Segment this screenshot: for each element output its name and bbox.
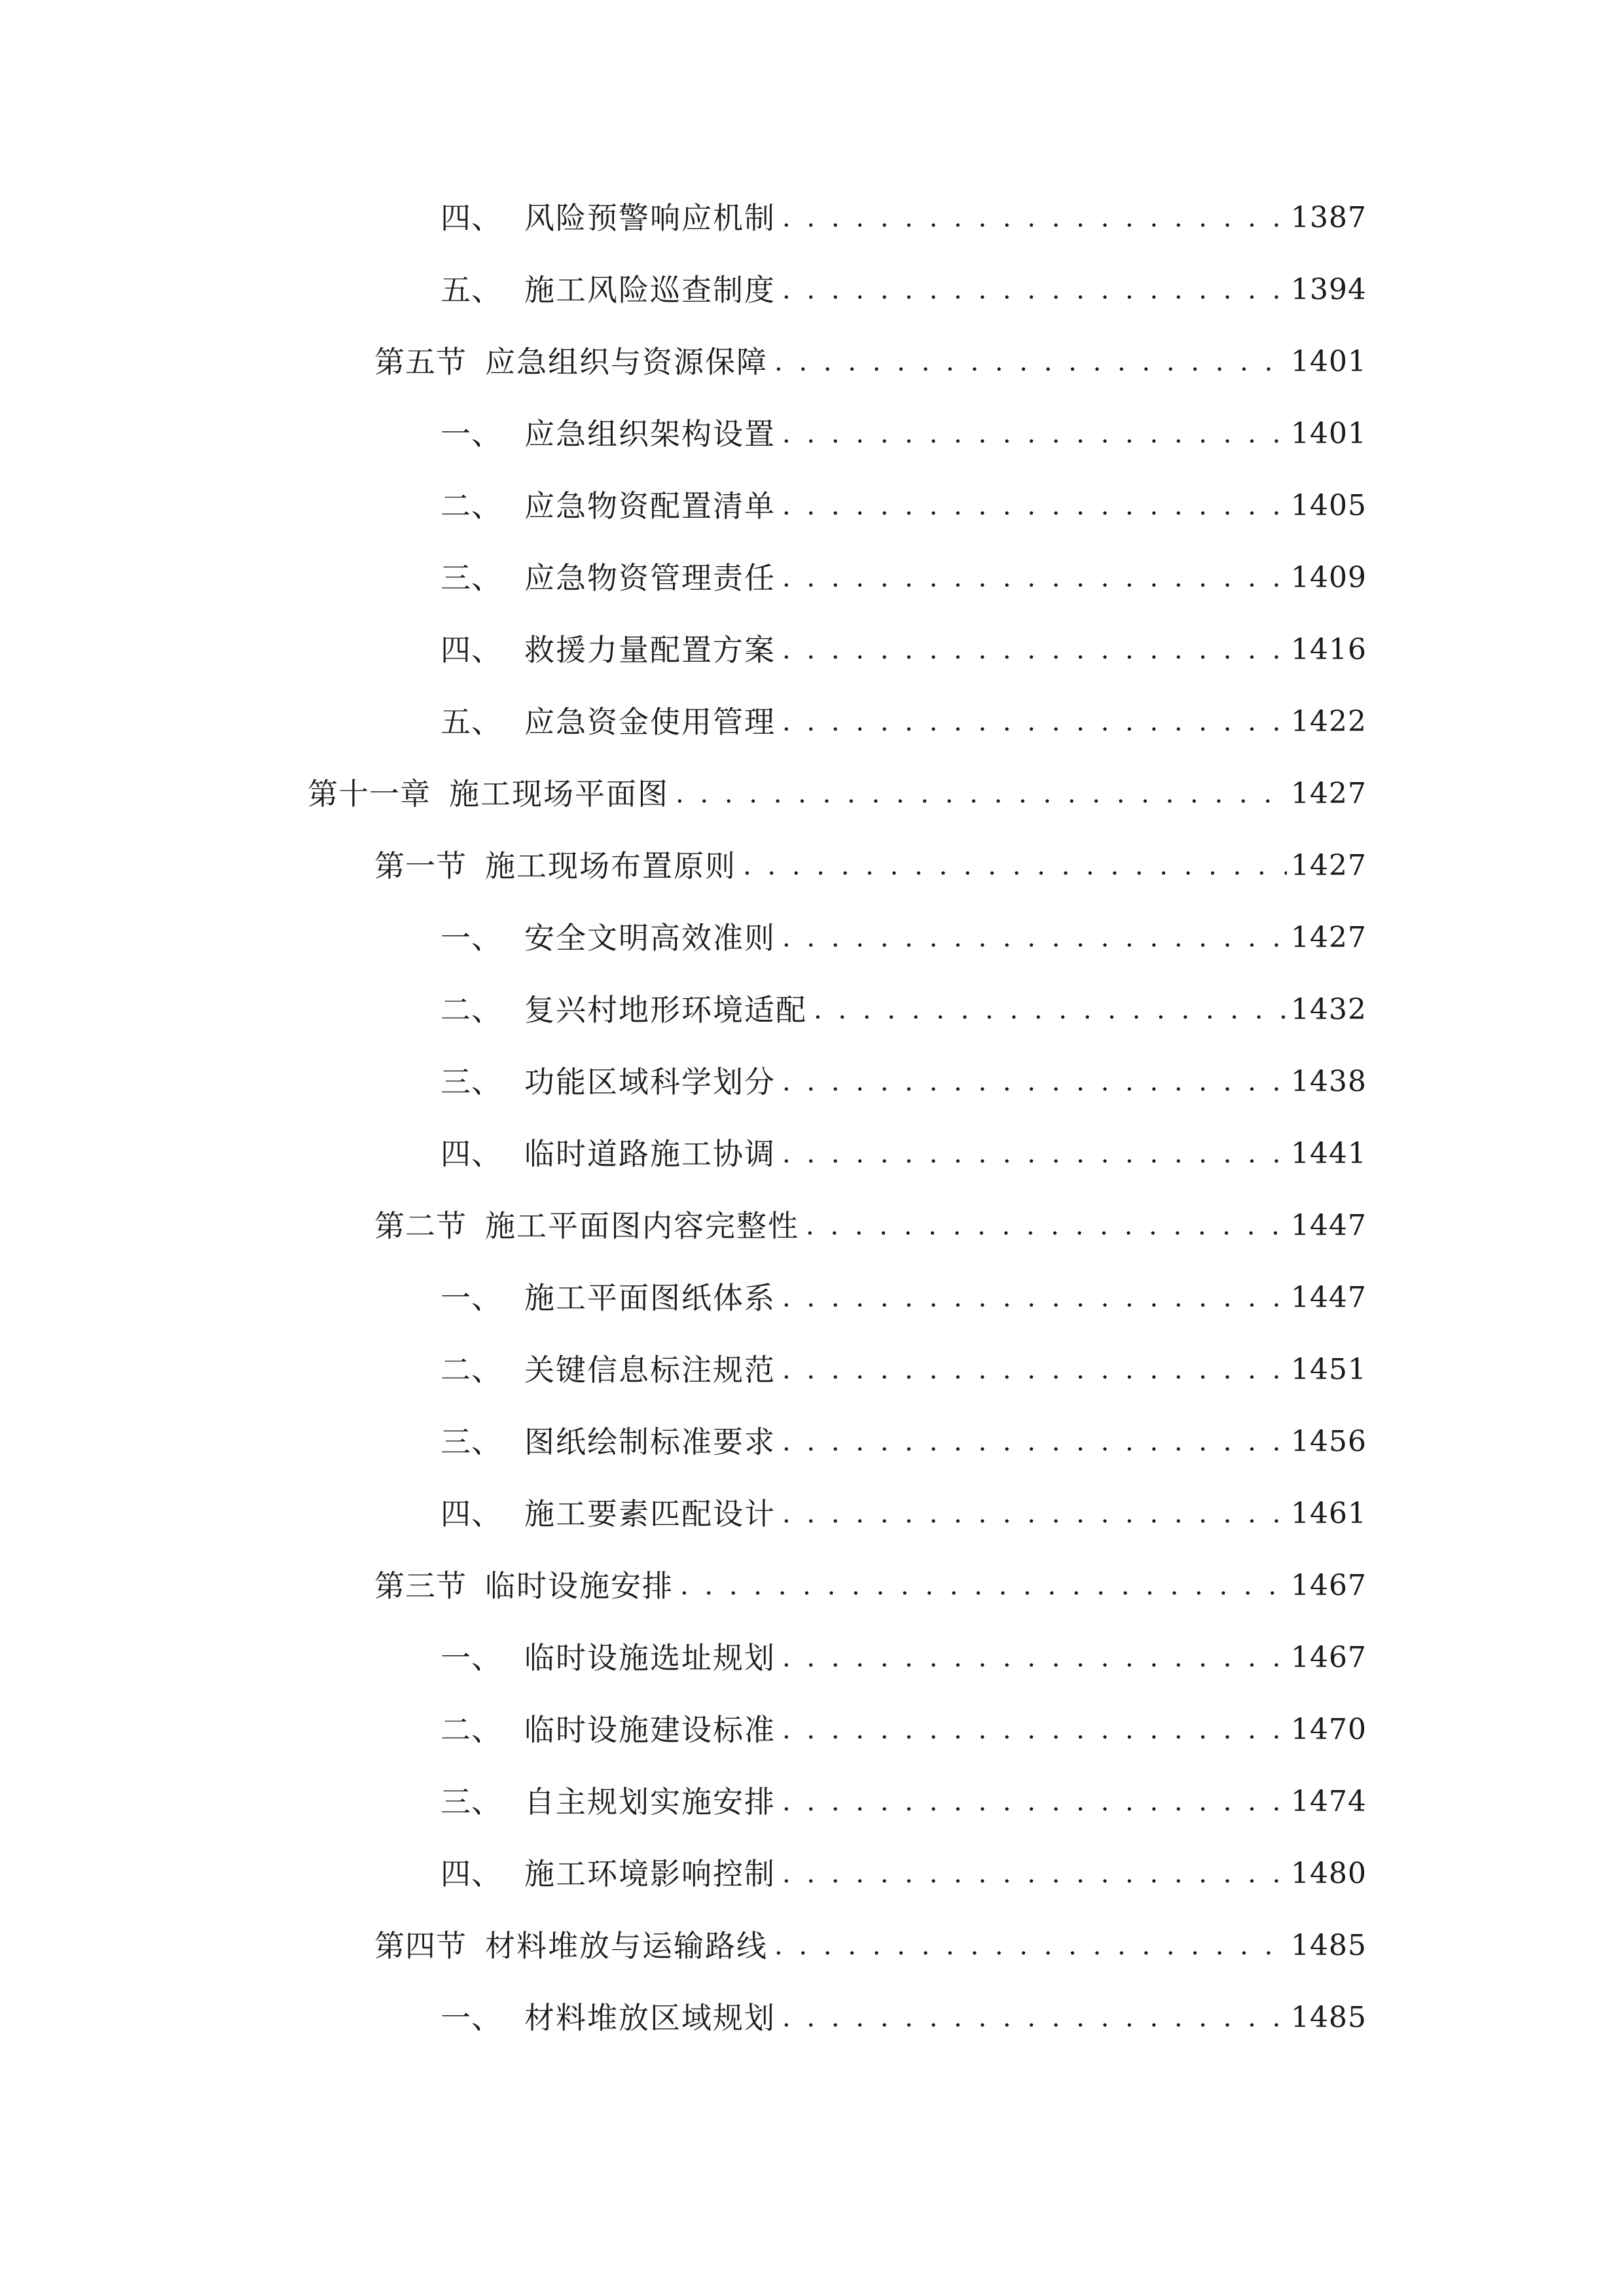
toc-entry-number: 三、 (441, 560, 502, 596)
toc-entry-title: 风险预警响应机制 (524, 200, 776, 236)
dot-leader (743, 840, 1287, 892)
toc-entry-page: 1427 (1291, 921, 1367, 954)
toc-entry[interactable] (441, 1344, 1367, 1396)
toc-entry-title: 施工风险巡查制度 (524, 272, 776, 308)
toc-entry-number: 三、 (441, 1064, 502, 1100)
dot-leader (676, 768, 1287, 820)
dot-leader (814, 984, 1287, 1036)
toc-entry-title: 复兴村地形环境适配 (524, 992, 807, 1028)
toc-entry[interactable] (441, 1056, 1367, 1108)
toc-entry[interactable] (441, 1272, 1367, 1324)
toc-entry-number: 五、 (441, 272, 502, 308)
toc-entry-title: 临时道路施工协调 (524, 1136, 776, 1172)
toc-entry-page: 1394 (1291, 273, 1367, 306)
toc-entry-number: 二、 (441, 1712, 502, 1748)
toc-entry-page: 1401 (1291, 417, 1367, 450)
toc-entry-page: 1461 (1291, 1497, 1367, 1530)
toc-entry[interactable] (441, 480, 1367, 532)
toc-entry-number: 第一节 (374, 848, 467, 884)
toc-entry-page: 1447 (1291, 1209, 1367, 1242)
dot-leader (782, 624, 1287, 676)
toc-entry[interactable] (441, 264, 1367, 316)
toc-entry[interactable] (441, 696, 1367, 748)
dot-leader (782, 408, 1287, 460)
toc-entry-number: 五、 (441, 704, 502, 740)
toc-entry-page: 1416 (1291, 633, 1367, 666)
toc-entry-page: 1480 (1291, 1857, 1367, 1890)
dot-leader (782, 1344, 1287, 1396)
toc-entry-number: 第四节 (374, 1928, 467, 1964)
toc-entry-title: 救援力量配置方案 (524, 632, 776, 668)
toc-entry-title: 临时设施选址规划 (524, 1640, 776, 1676)
toc-entry-number: 一、 (441, 920, 502, 956)
toc-entry[interactable] (441, 912, 1367, 964)
toc-entry-page: 1422 (1291, 705, 1367, 738)
toc-entry-title: 应急物资管理责任 (524, 560, 776, 596)
toc-entry-page: 1451 (1291, 1353, 1367, 1386)
toc-entry[interactable] (441, 1416, 1367, 1468)
toc-entry-number: 一、 (441, 1640, 502, 1676)
dot-leader (782, 696, 1287, 748)
toc-entry-page: 1409 (1291, 561, 1367, 594)
toc-entry[interactable] (441, 552, 1367, 604)
toc-entry-title: 施工环境影响控制 (524, 1856, 776, 1892)
toc-entry-number: 四、 (441, 1856, 502, 1892)
toc-entry-number: 四、 (441, 632, 502, 668)
dot-leader (680, 1560, 1287, 1612)
toc-entry-page: 1485 (1291, 1929, 1367, 1962)
toc-entry-page: 1474 (1291, 1785, 1367, 1818)
dot-leader (774, 1920, 1287, 1972)
toc-entry-number: 第三节 (374, 1568, 467, 1604)
dot-leader (782, 1056, 1287, 1108)
toc-entry-title: 关键信息标注规范 (524, 1352, 776, 1388)
toc-entry-page: 1456 (1291, 1425, 1367, 1458)
toc-entry-title: 临时设施安排 (485, 1568, 674, 1604)
toc-entry-page: 1405 (1291, 489, 1367, 522)
toc-entry[interactable] (374, 1560, 1367, 1612)
toc-entry-page: 1432 (1291, 993, 1367, 1026)
dot-leader (782, 480, 1287, 532)
dot-leader (782, 1992, 1287, 2044)
toc-entry-number: 三、 (441, 1424, 502, 1460)
toc-entry-page: 1427 (1291, 849, 1367, 882)
toc-entry-number: 一、 (441, 2000, 502, 2036)
dot-leader (782, 1272, 1287, 1324)
toc-entry[interactable] (374, 336, 1367, 388)
toc-entry-page: 1470 (1291, 1713, 1367, 1746)
dot-leader (782, 1848, 1287, 1900)
toc-entry-page: 1438 (1291, 1065, 1367, 1098)
toc-entry-title: 应急物资配置清单 (524, 488, 776, 524)
toc-entry-title: 功能区域科学划分 (524, 1064, 776, 1100)
toc-entry-page: 1401 (1291, 345, 1367, 378)
dot-leader (782, 1416, 1287, 1468)
toc-entry-number: 第十一章 (308, 776, 431, 812)
toc-entry-number: 三、 (441, 1784, 502, 1820)
dot-leader (806, 1200, 1287, 1252)
toc-entry-title: 应急组织与资源保障 (485, 344, 768, 380)
toc-entry-title: 施工平面图内容完整性 (485, 1208, 799, 1244)
toc-entry[interactable] (441, 1704, 1367, 1756)
toc-entry-title: 图纸绘制标准要求 (524, 1424, 776, 1460)
toc-entry-page: 1467 (1291, 1641, 1367, 1674)
toc-entry-number: 二、 (441, 1352, 502, 1388)
toc-entry-number: 二、 (441, 488, 502, 524)
toc-entry-page: 1447 (1291, 1281, 1367, 1314)
toc-entry-title: 应急组织架构设置 (524, 416, 776, 452)
dot-leader (782, 912, 1287, 964)
toc-entry-page: 1427 (1291, 777, 1367, 810)
toc-entry[interactable] (441, 1128, 1367, 1180)
toc-entry-page: 1485 (1291, 2001, 1367, 2034)
toc-entry-number: 一、 (441, 416, 502, 452)
toc-entry[interactable] (374, 1200, 1367, 1252)
toc-entry[interactable] (374, 840, 1367, 892)
dot-leader (782, 1704, 1287, 1756)
toc-entry-number: 第五节 (374, 344, 467, 380)
toc-entry[interactable] (441, 1776, 1367, 1828)
toc-entry[interactable] (374, 1920, 1367, 1972)
dot-leader (782, 264, 1287, 316)
toc-entry-number: 四、 (441, 1496, 502, 1532)
toc-entry-title: 施工要素匹配设计 (524, 1496, 776, 1532)
toc-entry-title: 材料堆放区域规划 (524, 2000, 776, 2036)
toc-entry[interactable] (441, 408, 1367, 460)
toc-entry[interactable] (441, 1632, 1367, 1684)
toc-entry-number: 四、 (441, 1136, 502, 1172)
toc-entry-page: 1441 (1291, 1137, 1367, 1170)
toc-entry-title: 自主规划实施安排 (524, 1784, 776, 1820)
dot-leader (782, 1128, 1287, 1180)
dot-leader (782, 1488, 1287, 1540)
toc-entry[interactable] (308, 768, 1367, 820)
toc-entry[interactable] (441, 624, 1367, 676)
toc-entry-title: 临时设施建设标准 (524, 1712, 776, 1748)
toc-entry-title: 材料堆放与运输路线 (485, 1928, 768, 1964)
toc-entry[interactable] (441, 1488, 1367, 1540)
toc-entry-number: 四、 (441, 200, 502, 236)
toc-entry-title: 施工现场平面图 (449, 776, 669, 812)
toc-entry[interactable] (441, 1992, 1367, 2044)
toc-entry-title: 施工现场布置原则 (485, 848, 736, 884)
toc-entry-page: 1387 (1291, 201, 1367, 234)
toc-entry-number: 二、 (441, 992, 502, 1028)
toc-entry[interactable] (441, 192, 1367, 244)
toc-entry-number: 一、 (441, 1280, 502, 1316)
dot-leader (774, 336, 1287, 388)
toc-entry-title: 施工平面图纸体系 (524, 1280, 776, 1316)
toc-entry[interactable] (441, 984, 1367, 1036)
dot-leader (782, 1632, 1287, 1684)
toc-entry-title: 安全文明高效准则 (524, 920, 776, 956)
toc-entry-page: 1467 (1291, 1569, 1367, 1602)
dot-leader (782, 552, 1287, 604)
toc-entry-number: 第二节 (374, 1208, 467, 1244)
toc-entry[interactable] (441, 1848, 1367, 1900)
dot-leader (782, 192, 1287, 244)
dot-leader (782, 1776, 1287, 1828)
toc-entry-title: 应急资金使用管理 (524, 704, 776, 740)
